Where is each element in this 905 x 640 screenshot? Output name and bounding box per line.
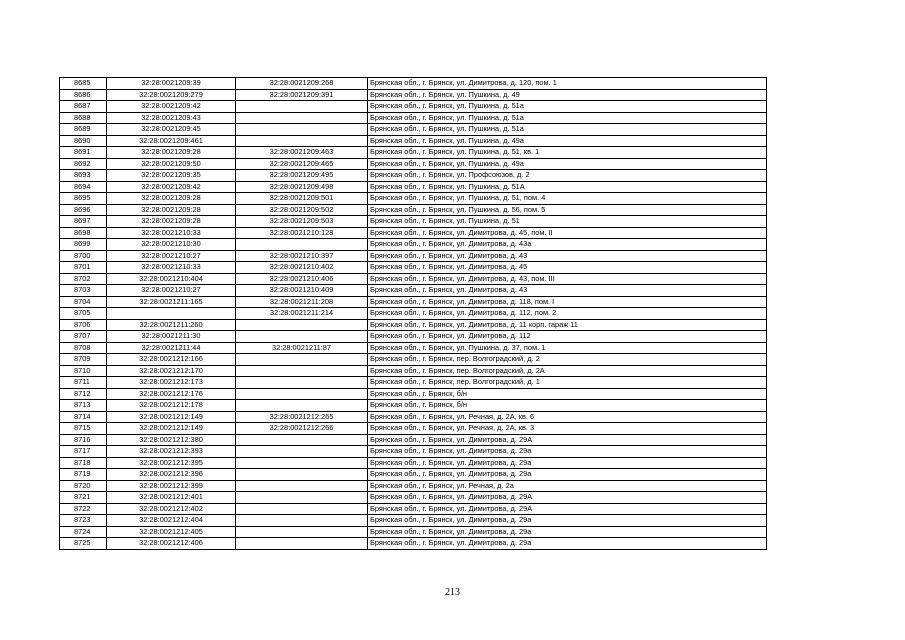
object-cadastral-number-cell: [236, 526, 368, 538]
object-cadastral-number-cell: 32:28:0021209:501: [236, 193, 368, 205]
table-row: [60, 285, 767, 297]
cadastral-number-cell: 32:28:0021212:149: [107, 423, 236, 435]
address-cell: Брянская обл., г. Брянск, ул. Пушкина, д. 51, пом. 4: [368, 193, 767, 205]
table-row: [60, 469, 767, 481]
row-number-cell: 8692: [60, 158, 107, 170]
address-cell: Брянская обл., г. Брянск, ул. Димитрова, д. 29а: [368, 538, 767, 550]
address-cell: Брянская обл., г. Брянск, пер. Волгоградский, д. 2А: [368, 365, 767, 377]
table-row: [60, 377, 767, 389]
object-cadastral-number-cell: [236, 101, 368, 113]
table-row: [60, 158, 767, 170]
cadastral-number-cell: 32:28:0021210:27: [107, 250, 236, 262]
row-number-cell: 8691: [60, 147, 107, 159]
object-cadastral-number-cell: 32:28:0021211:208: [236, 296, 368, 308]
row-number-cell: 8699: [60, 239, 107, 251]
cadastral-number-cell: 32:28:0021210:33: [107, 227, 236, 239]
cadastral-number-cell: 32:28:0021209:39: [107, 78, 236, 90]
row-number-cell: 8687: [60, 101, 107, 113]
row-number-cell: 8717: [60, 446, 107, 458]
address-cell: Брянская обл., г. Брянск, ул. Димитрова, д. 118, пом. I: [368, 296, 767, 308]
address-cell: Брянская обл., г. Брянск, ул. Димитрова, д. 120, пом. 1: [368, 78, 767, 90]
address-cell: Брянская обл., г. Брянск, ул. Пушкина, д. 49а: [368, 158, 767, 170]
row-number-cell: 8704: [60, 296, 107, 308]
cadastral-number-cell: 32:28:0021210:404: [107, 273, 236, 285]
cadastral-number-cell: 32:28:0021212:396: [107, 469, 236, 481]
object-cadastral-number-cell: 32:28:0021212:266: [236, 423, 368, 435]
object-cadastral-number-cell: [236, 469, 368, 481]
registry-table-body: [60, 78, 767, 550]
cadastral-number-cell: 32:28:0021209:42: [107, 181, 236, 193]
object-cadastral-number-cell: 32:28:0021210:406: [236, 273, 368, 285]
table-row: [60, 457, 767, 469]
row-number-cell: 8696: [60, 204, 107, 216]
table-row: [60, 308, 767, 320]
cadastral-number-cell: 32:28:0021212:178: [107, 400, 236, 412]
address-cell: Брянская обл., г. Брянск, ул. Димитрова, д. 29А: [368, 503, 767, 515]
row-number-cell: 8714: [60, 411, 107, 423]
cadastral-number-cell: 32:28:0021212:401: [107, 492, 236, 504]
address-cell: Брянская обл., г. Брянск, ул. Димитрова, д. 29а: [368, 526, 767, 538]
table-row: [60, 135, 767, 147]
row-number-cell: 8711: [60, 377, 107, 389]
address-cell: Брянская обл., г. Брянск, ул. Димитрова, д. 29А: [368, 492, 767, 504]
address-cell: Брянская обл., г. Брянск, ул. Пушкина, д. 37, пом. 1: [368, 342, 767, 354]
row-number-cell: 8705: [60, 308, 107, 320]
address-cell: Брянская обл., г. Брянск, ул. Пушкина, д. 51а: [368, 112, 767, 124]
table-row: [60, 331, 767, 343]
address-cell: Брянская обл., г. Брянск, ул. Речная, д. 2А, кв. 3: [368, 423, 767, 435]
address-cell: Брянская обл., г. Брянск, ул. Пушкина, д. 51, кв. 1: [368, 147, 767, 159]
table-row: [60, 101, 767, 113]
object-cadastral-number-cell: [236, 388, 368, 400]
cadastral-number-cell: 32:28:0021211:30: [107, 331, 236, 343]
cadastral-number-cell: 32:28:0021212:405: [107, 526, 236, 538]
object-cadastral-number-cell: [236, 434, 368, 446]
object-cadastral-number-cell: [236, 124, 368, 136]
object-cadastral-number-cell: [236, 400, 368, 412]
table-row: [60, 204, 767, 216]
object-cadastral-number-cell: 32:28:0021210:397: [236, 250, 368, 262]
table-row: [60, 342, 767, 354]
object-cadastral-number-cell: 32:28:0021209:498: [236, 181, 368, 193]
table-row: [60, 538, 767, 550]
object-cadastral-number-cell: [236, 319, 368, 331]
address-cell: Брянская обл., г. Брянск, ул. Пушкина, д. 51: [368, 216, 767, 228]
cadastral-number-cell: 32:28:0021210:30: [107, 239, 236, 251]
address-cell: Брянская обл., г. Брянск, ул. Димитрова, д. 43: [368, 250, 767, 262]
row-number-cell: 8723: [60, 515, 107, 527]
object-cadastral-number-cell: 32:28:0021212:265: [236, 411, 368, 423]
object-cadastral-number-cell: 32:28:0021209:503: [236, 216, 368, 228]
table-row: [60, 216, 767, 228]
table-row: [60, 227, 767, 239]
cadastral-number-cell: 32:28:0021212:406: [107, 538, 236, 550]
object-cadastral-number-cell: 32:28:0021209:391: [236, 89, 368, 101]
address-cell: Брянская обл., г. Брянск, ул. Димитрова, д. 112, пом. 2: [368, 308, 767, 320]
table-row: [60, 319, 767, 331]
object-cadastral-number-cell: [236, 354, 368, 366]
table-row: [60, 526, 767, 538]
object-cadastral-number-cell: [236, 239, 368, 251]
table-row: [60, 480, 767, 492]
row-number-cell: 8722: [60, 503, 107, 515]
cadastral-number-cell: 32:28:0021212:404: [107, 515, 236, 527]
table-row: [60, 193, 767, 205]
table-row: [60, 515, 767, 527]
table-row: [60, 250, 767, 262]
cadastral-number-cell: 32:28:0021209:28: [107, 147, 236, 159]
cadastral-number-cell: 32:28:0021209:28: [107, 204, 236, 216]
cadastral-number-cell: 32:28:0021212:395: [107, 457, 236, 469]
address-cell: Брянская обл., г. Брянск, б/н: [368, 400, 767, 412]
row-number-cell: 8712: [60, 388, 107, 400]
cadastral-number-cell: 32:28:0021209:45: [107, 124, 236, 136]
address-cell: Брянская обл., г. Брянск, ул. Пушкина, д. 51А: [368, 181, 767, 193]
cadastral-number-cell: 32:28:0021212:149: [107, 411, 236, 423]
cadastral-number-cell: 32:28:0021209:28: [107, 216, 236, 228]
row-number-cell: 8725: [60, 538, 107, 550]
row-number-cell: 8695: [60, 193, 107, 205]
cadastral-number-cell: [107, 308, 236, 320]
cadastral-number-cell: 32:28:0021209:279: [107, 89, 236, 101]
address-cell: Брянская обл., г. Брянск, ул. Речная, д. 2а: [368, 480, 767, 492]
address-cell: Брянская обл., г. Брянск, ул. Пушкина, д. 56, пом. 5: [368, 204, 767, 216]
row-number-cell: 8724: [60, 526, 107, 538]
row-number-cell: 8694: [60, 181, 107, 193]
object-cadastral-number-cell: 32:28:0021211:87: [236, 342, 368, 354]
row-number-cell: 8719: [60, 469, 107, 481]
row-number-cell: 8715: [60, 423, 107, 435]
object-cadastral-number-cell: [236, 492, 368, 504]
row-number-cell: 8698: [60, 227, 107, 239]
row-number-cell: 8718: [60, 457, 107, 469]
row-number-cell: 8721: [60, 492, 107, 504]
cadastral-number-cell: 32:28:0021210:33: [107, 262, 236, 274]
object-cadastral-number-cell: [236, 331, 368, 343]
table-row: [60, 354, 767, 366]
object-cadastral-number-cell: [236, 377, 368, 389]
object-cadastral-number-cell: [236, 457, 368, 469]
row-number-cell: 8701: [60, 262, 107, 274]
object-cadastral-number-cell: 32:28:0021209:268: [236, 78, 368, 90]
cadastral-number-cell: 32:28:0021210:27: [107, 285, 236, 297]
row-number-cell: 8693: [60, 170, 107, 182]
table-row: [60, 503, 767, 515]
cadastral-number-cell: 32:28:0021212:170: [107, 365, 236, 377]
object-cadastral-number-cell: [236, 538, 368, 550]
object-cadastral-number-cell: [236, 515, 368, 527]
row-number-cell: 8689: [60, 124, 107, 136]
table-row: [60, 89, 767, 101]
row-number-cell: 8713: [60, 400, 107, 412]
cadastral-number-cell: 32:28:0021212:176: [107, 388, 236, 400]
cadastral-number-cell: 32:28:0021211:260: [107, 319, 236, 331]
address-cell: Брянская обл., г. Брянск, ул. Димитрова, д. 43, пом. III: [368, 273, 767, 285]
object-cadastral-number-cell: 32:28:0021209:465: [236, 158, 368, 170]
address-cell: Брянская обл., г. Брянск, пер. Волгоградский, д. 1: [368, 377, 767, 389]
object-cadastral-number-cell: [236, 112, 368, 124]
cadastral-number-cell: 32:28:0021209:43: [107, 112, 236, 124]
object-cadastral-number-cell: [236, 135, 368, 147]
cadastral-number-cell: 32:28:0021209:50: [107, 158, 236, 170]
cadastral-number-cell: 32:28:0021212:173: [107, 377, 236, 389]
table-row: [60, 446, 767, 458]
address-cell: Брянская обл., г. Брянск, ул. Димитрова, д. 29а: [368, 469, 767, 481]
object-cadastral-number-cell: [236, 446, 368, 458]
row-number-cell: 8686: [60, 89, 107, 101]
cadastral-number-cell: 32:28:0021212:380: [107, 434, 236, 446]
cadastral-number-cell: 32:28:0021209:42: [107, 101, 236, 113]
cadastral-number-cell: 32:28:0021212:393: [107, 446, 236, 458]
object-cadastral-number-cell: 32:28:0021209:502: [236, 204, 368, 216]
table-row: [60, 273, 767, 285]
address-cell: Брянская обл., г. Брянск, ул. Димитрова, д. 43: [368, 285, 767, 297]
table-row: [60, 181, 767, 193]
address-cell: Брянская обл., г. Брянск, ул. Пушкина, д. 49а: [368, 135, 767, 147]
cadastral-number-cell: 32:28:0021212:402: [107, 503, 236, 515]
row-number-cell: 8706: [60, 319, 107, 331]
cadastral-number-cell: 32:28:0021209:461: [107, 135, 236, 147]
row-number-cell: 8709: [60, 354, 107, 366]
registry-table: [59, 77, 767, 550]
cadastral-number-cell: 32:28:0021212:166: [107, 354, 236, 366]
row-number-cell: 8690: [60, 135, 107, 147]
address-cell: Брянская обл., г. Брянск, ул. Димитрова, д. 29а: [368, 457, 767, 469]
address-cell: Брянская обл., г. Брянск, ул. Димитрова, д. 29А: [368, 434, 767, 446]
row-number-cell: 8707: [60, 331, 107, 343]
row-number-cell: 8685: [60, 78, 107, 90]
address-cell: Брянская обл., г. Брянск, ул. Димитрова, д. 45, пом. II: [368, 227, 767, 239]
address-cell: Брянская обл., г. Брянск, ул. Димитрова, д. 29а: [368, 515, 767, 527]
table-row: [60, 365, 767, 377]
cadastral-number-cell: 32:28:0021212:399: [107, 480, 236, 492]
row-number-cell: 8702: [60, 273, 107, 285]
address-cell: Брянская обл., г. Брянск, ул. Димитрова, д. 112: [368, 331, 767, 343]
address-cell: Брянская обл., г. Брянск, б/н: [368, 388, 767, 400]
table-row: [60, 400, 767, 412]
row-number-cell: 8716: [60, 434, 107, 446]
row-number-cell: 8700: [60, 250, 107, 262]
table-row: [60, 423, 767, 435]
address-cell: Брянская обл., г. Брянск, ул. Пушкина, д. 51а: [368, 101, 767, 113]
address-cell: Брянская обл., г. Брянск, ул. Димитрова, д. 45: [368, 262, 767, 274]
object-cadastral-number-cell: [236, 480, 368, 492]
object-cadastral-number-cell: [236, 365, 368, 377]
table-row: [60, 147, 767, 159]
table-row: [60, 492, 767, 504]
object-cadastral-number-cell: 32:28:0021210:402: [236, 262, 368, 274]
cadastral-number-cell: 32:28:0021209:28: [107, 193, 236, 205]
table-row: [60, 411, 767, 423]
table-row: [60, 78, 767, 90]
address-cell: Брянская обл., г. Брянск, ул. Пушкина, д. 51а: [368, 124, 767, 136]
row-number-cell: 8720: [60, 480, 107, 492]
table-row: [60, 170, 767, 182]
table-row: [60, 239, 767, 251]
cadastral-number-cell: 32:28:0021211:44: [107, 342, 236, 354]
table-row: [60, 124, 767, 136]
row-number-cell: 8708: [60, 342, 107, 354]
address-cell: Брянская обл., г. Брянск, ул. Речная, д. 2А, кв. 6: [368, 411, 767, 423]
object-cadastral-number-cell: 32:28:0021209:495: [236, 170, 368, 182]
address-cell: Брянская обл., г. Брянск, ул. Димитрова, д. 11 корп. гараж 11: [368, 319, 767, 331]
page-number: 213: [445, 587, 460, 598]
address-cell: Брянская обл., г. Брянск, ул. Димитрова, д. 29а: [368, 446, 767, 458]
address-cell: Брянская обл., г. Брянск, ул. Профсоюзов, д. 2: [368, 170, 767, 182]
object-cadastral-number-cell: 32:28:0021210:128: [236, 227, 368, 239]
object-cadastral-number-cell: 32:28:0021210:409: [236, 285, 368, 297]
row-number-cell: 8703: [60, 285, 107, 297]
address-cell: Брянская обл., г. Брянск, пер. Волгоградский, д. 2: [368, 354, 767, 366]
table-row: [60, 296, 767, 308]
table-row: [60, 112, 767, 124]
table-row: [60, 434, 767, 446]
address-cell: Брянская обл., г. Брянск, ул. Димитрова, д. 43а: [368, 239, 767, 251]
address-cell: Брянская обл., г. Брянск, ул. Пушкина, д. 49: [368, 89, 767, 101]
row-number-cell: 8710: [60, 365, 107, 377]
table-row: [60, 262, 767, 274]
table-row: [60, 388, 767, 400]
object-cadastral-number-cell: [236, 503, 368, 515]
object-cadastral-number-cell: 32:28:0021209:463: [236, 147, 368, 159]
cadastral-number-cell: 32:28:0021211:165: [107, 296, 236, 308]
row-number-cell: 8697: [60, 216, 107, 228]
row-number-cell: 8688: [60, 112, 107, 124]
cadastral-number-cell: 32:28:0021209:35: [107, 170, 236, 182]
object-cadastral-number-cell: 32:28:0021211:214: [236, 308, 368, 320]
